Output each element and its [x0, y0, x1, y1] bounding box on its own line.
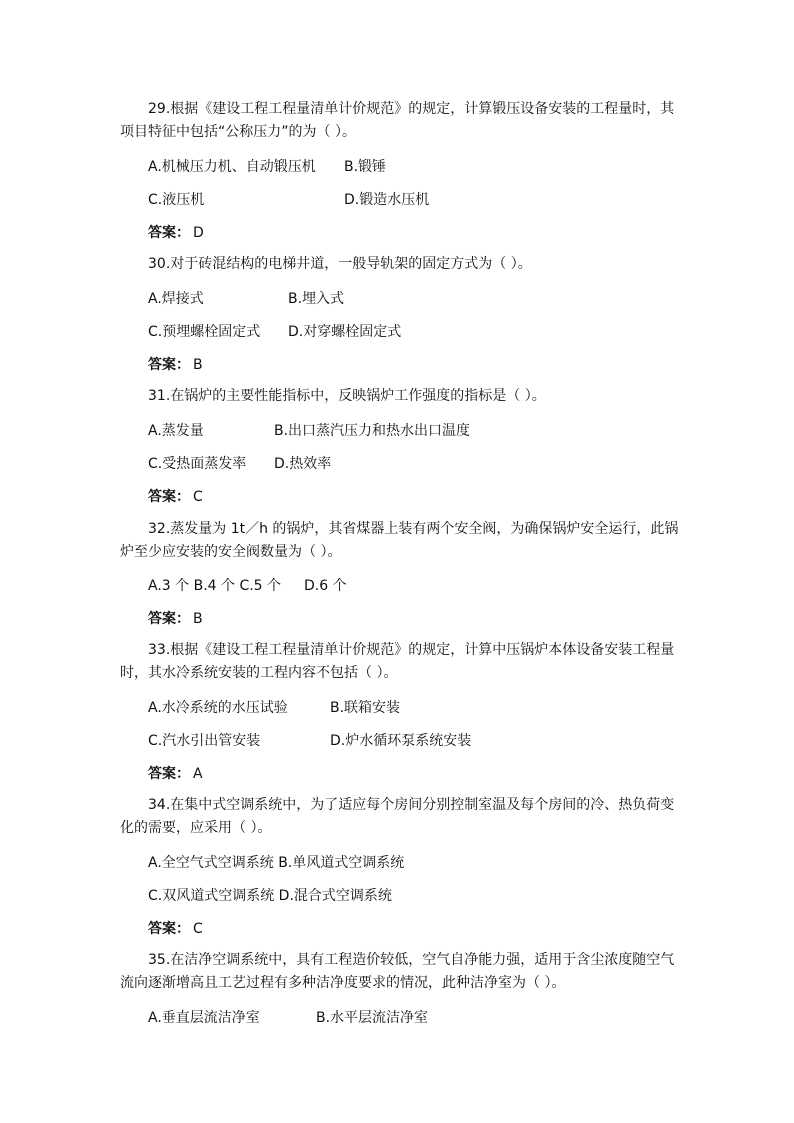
- question-stem-29: 29.根据《建设工程工程量清单计价规范》的规定，计算锻压设备安装的工程量时，其项目特征中包括“公称压力”的为（ ）。: [120, 101, 675, 140]
- question-stem-31: 31.在锅炉的主要性能指标中，反映锅炉工作强度的指标是（ ）。: [148, 388, 546, 404]
- answer-31: [148, 488, 203, 506]
- option-32-abc: A.3 个 B.4 个 C.5 个: [148, 578, 282, 594]
- answer-30: [148, 356, 203, 374]
- question-stem-30: 30.对于砖混结构的电梯井道，一般导轨架的固定方式为（ ）。: [148, 256, 532, 272]
- option-31-d: D.热效率: [274, 456, 332, 472]
- option-30-a: A.焊接式: [148, 291, 204, 307]
- answer-label: 答案：: [148, 611, 190, 627]
- question-stem-34: 34.在集中式空调系统中，为了适应每个房间分别控制室温及每个房间的冷、热负荷变化的需要，应采用（ ）。: [120, 797, 675, 836]
- question-stem-32: 32.蒸发量为 1t／h 的锅炉，其省煤器上装有两个安全阀，为确保锅炉安全运行，此锅炉至少应安装的安全阀数量为（ ）。: [120, 521, 679, 560]
- answer-value: A: [193, 766, 203, 782]
- option-30-d: D.对穿螺栓固定式: [288, 324, 402, 340]
- option-31-a: A.蒸发量: [148, 423, 204, 439]
- option-32-d: D.6 个: [304, 578, 347, 594]
- answer-value: C: [193, 489, 203, 505]
- answer-value: B: [193, 357, 203, 373]
- option-30-b: B.埋入式: [288, 291, 345, 307]
- option-29-d: D.锻造水压机: [344, 192, 430, 208]
- answer-label: 答案：: [148, 357, 190, 373]
- option-29-a: A.机械压力机、自动锻压机: [148, 159, 316, 175]
- option-30-c: C.预埋螺栓固定式: [148, 324, 261, 340]
- option-29-b: B.锻锤: [344, 159, 387, 175]
- answer-32: [148, 610, 203, 628]
- option-35-a: A.垂直层流洁净室: [148, 1010, 260, 1026]
- answer-label: 答案：: [148, 766, 190, 782]
- option-34-cd: C.双风道式空调系统 D.混合式空调系统: [148, 888, 392, 904]
- answer-29: [148, 224, 204, 242]
- option-33-b: B.联箱安装: [330, 700, 401, 716]
- question-stem-33: 33.根据《建设工程工程量清单计价规范》的规定，计算中压锅炉本体设备安装工程量时，其水冷系统安装的工程内容不包括（ ）。: [120, 642, 675, 681]
- option-31-b: B.出口蒸汽压力和热水出口温度: [274, 423, 471, 439]
- option-33-a: A.水冷系统的水压试验: [148, 700, 288, 716]
- answer-value: D: [193, 225, 204, 241]
- option-35-b: B.水平层流洁净室: [316, 1010, 429, 1026]
- answer-label: 答案：: [148, 921, 190, 937]
- option-31-c: C.受热面蒸发率: [148, 456, 247, 472]
- answer-label: 答案：: [148, 225, 190, 241]
- answer-34: [148, 920, 203, 938]
- option-33-d: D.炉水循环泵系统安装: [330, 733, 472, 749]
- answer-label: 答案：: [148, 489, 190, 505]
- answer-value: B: [193, 611, 203, 627]
- option-29-c: C.液压机: [148, 192, 205, 208]
- answer-value: C: [193, 921, 203, 937]
- option-34-ab: A.全空气式空调系统 B.单风道式空调系统: [148, 855, 405, 871]
- question-stem-35: 35.在洁净空调系统中，具有工程造价较低，空气自净能力强，适用于含尘浓度随空气流向逐渐增高且工艺过程有多种洁净度要求的情况，此种洁净室为（ ）。: [120, 952, 675, 991]
- option-33-c: C.汽水引出管安装: [148, 733, 261, 749]
- answer-33: [148, 765, 203, 783]
